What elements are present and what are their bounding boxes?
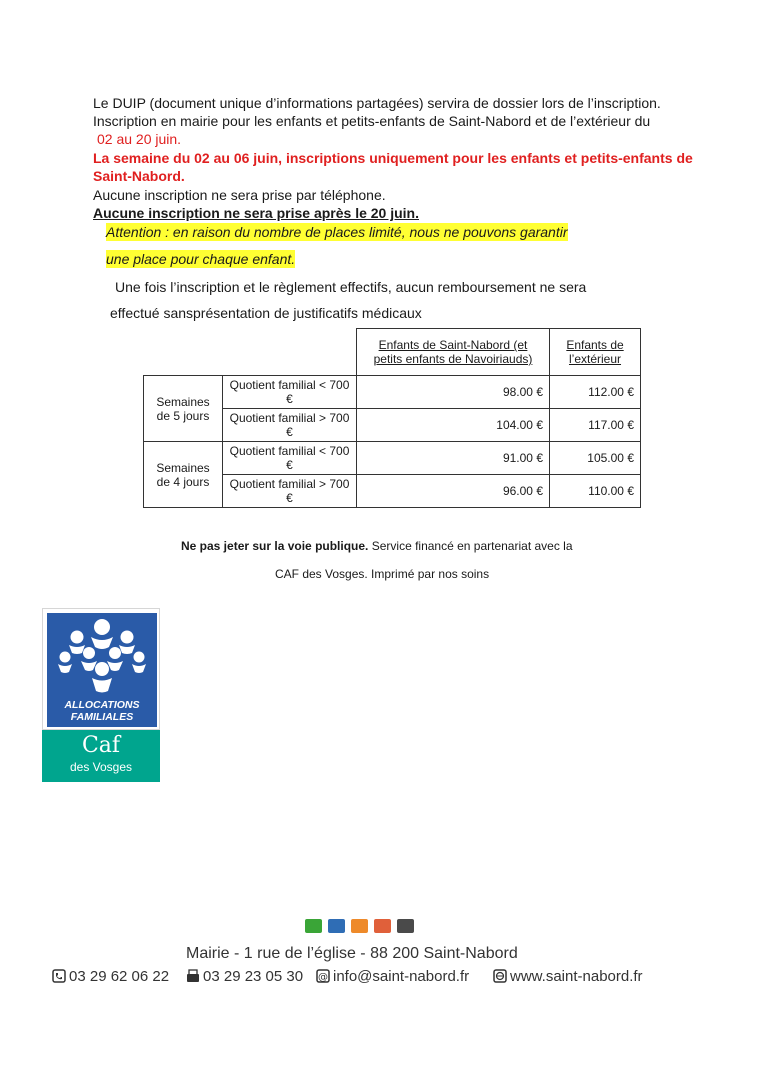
intro-line-no-phone: Aucune inscription ne sera prise par téléphone.: [93, 187, 386, 203]
header-saint-nabord-label: Enfants de Saint-Nabord (et petits enfants de Navoiriauds): [373, 338, 533, 366]
fax-icon: [186, 969, 200, 983]
phone-number: 03 29 62 06 22: [69, 968, 170, 985]
note-rest: Service financé en partenariat avec la: [368, 539, 573, 553]
tariff-table: [143, 328, 641, 508]
footer-phone: [52, 968, 169, 986]
footer-square-orange: [351, 919, 368, 933]
caf-logo-text: [47, 699, 157, 723]
attention-line-1: Attention : en raison du nombre de places limité, nous ne pouvons garantir: [106, 224, 568, 240]
email-link[interactable]: info@saint-nabord.fr: [333, 968, 470, 985]
caf-logo-line2: FAMILIALES: [70, 711, 134, 723]
price-saint-nabord: 96.00 €: [357, 475, 550, 508]
caf-logo-top: [42, 608, 160, 730]
refund-line-1: Une fois l’inscription et le règlement effectifs, aucun remboursement ne sera: [115, 279, 587, 295]
intro-line-duip: Le DUIP (document unique d’informations partagées) servira de dossier lors de l’inscription.: [93, 95, 661, 111]
price-exterieur: 117.00 €: [550, 409, 641, 442]
mairie-address: Mairie - 1 rue de l’église - 88 200 Saint-Nabord: [186, 945, 518, 962]
price-saint-nabord: 98.00 €: [357, 376, 550, 409]
caf-logo-bottom: [42, 730, 160, 782]
caf-logo-caf: Caf: [81, 733, 121, 758]
footer-square-grey: [397, 919, 414, 933]
caf-logo: [42, 608, 160, 782]
quotient-cell: Quotient familial < 700 €: [223, 442, 357, 475]
caf-logo-dept: des Vosges: [69, 760, 133, 774]
table-header-row: [144, 329, 641, 376]
footer-web[interactable]: [493, 968, 643, 986]
attention-line-2: une place pour chaque enfant.: [106, 251, 296, 267]
intro-line-dates: 02 au 20 juin.: [97, 131, 182, 147]
quotient-cell: Quotient familial > 700 €: [223, 475, 357, 508]
intro-line-week: La semaine du 02 au 06 juin, inscriptions uniquement pour les enfants et petits-enfants de: [93, 150, 693, 166]
footer-square-red: [374, 919, 391, 933]
table-header-blank: [144, 329, 357, 376]
price-exterieur: 110.00 €: [550, 475, 641, 508]
price-exterieur: 112.00 €: [550, 376, 641, 409]
refund-line-2: effectué sansprésentation de justificatifs médicaux: [110, 305, 422, 321]
footer-fax: [186, 968, 303, 986]
caf-logo-blue-panel: [47, 613, 157, 727]
note-line-1: [181, 538, 573, 554]
globe-icon: [493, 969, 507, 983]
price-saint-nabord: 91.00 €: [357, 442, 550, 475]
table-row: [144, 376, 641, 409]
footer-square-blue: [328, 919, 345, 933]
fax-number: 03 29 23 05 30: [203, 968, 304, 985]
at-sign-icon: [316, 969, 330, 983]
group-label: Semaines de 5 jours: [144, 376, 223, 442]
header-exterieur-label: Enfants de l’extérieur: [566, 338, 624, 366]
note-line-2: CAF des Vosges. Imprimé par nos soins: [275, 567, 490, 581]
group-label: Semaines de 4 jours: [144, 442, 223, 508]
family-figures-icon: [47, 613, 157, 697]
quotient-cell: Quotient familial > 700 €: [223, 409, 357, 442]
table-row: [144, 442, 641, 475]
note-bold: Ne pas jeter sur la voie publique.: [181, 539, 369, 553]
price-exterieur: 105.00 €: [550, 442, 641, 475]
caf-logo-line1: ALLOCATIONS: [64, 699, 140, 711]
quotient-cell: Quotient familial < 700 €: [223, 376, 357, 409]
price-saint-nabord: 104.00 €: [357, 409, 550, 442]
footer-square-green: [305, 919, 322, 933]
phone-icon: [52, 969, 66, 983]
table-header-saint-nabord: [357, 329, 550, 376]
intro-line-saint-nabord: Saint-Nabord.: [93, 168, 185, 184]
svg-text:@: @: [318, 972, 328, 983]
footer-email[interactable]: [316, 968, 469, 986]
intro-line-inscription: Inscription en mairie pour les enfants et petits-enfants de Saint-Nabord et de l’extérieur du: [93, 113, 651, 129]
website-link[interactable]: www.saint-nabord.fr: [510, 968, 643, 985]
intro-line-deadline: Aucune inscription ne sera prise après le 20 juin.: [93, 205, 419, 221]
table-header-exterieur: [550, 329, 641, 376]
